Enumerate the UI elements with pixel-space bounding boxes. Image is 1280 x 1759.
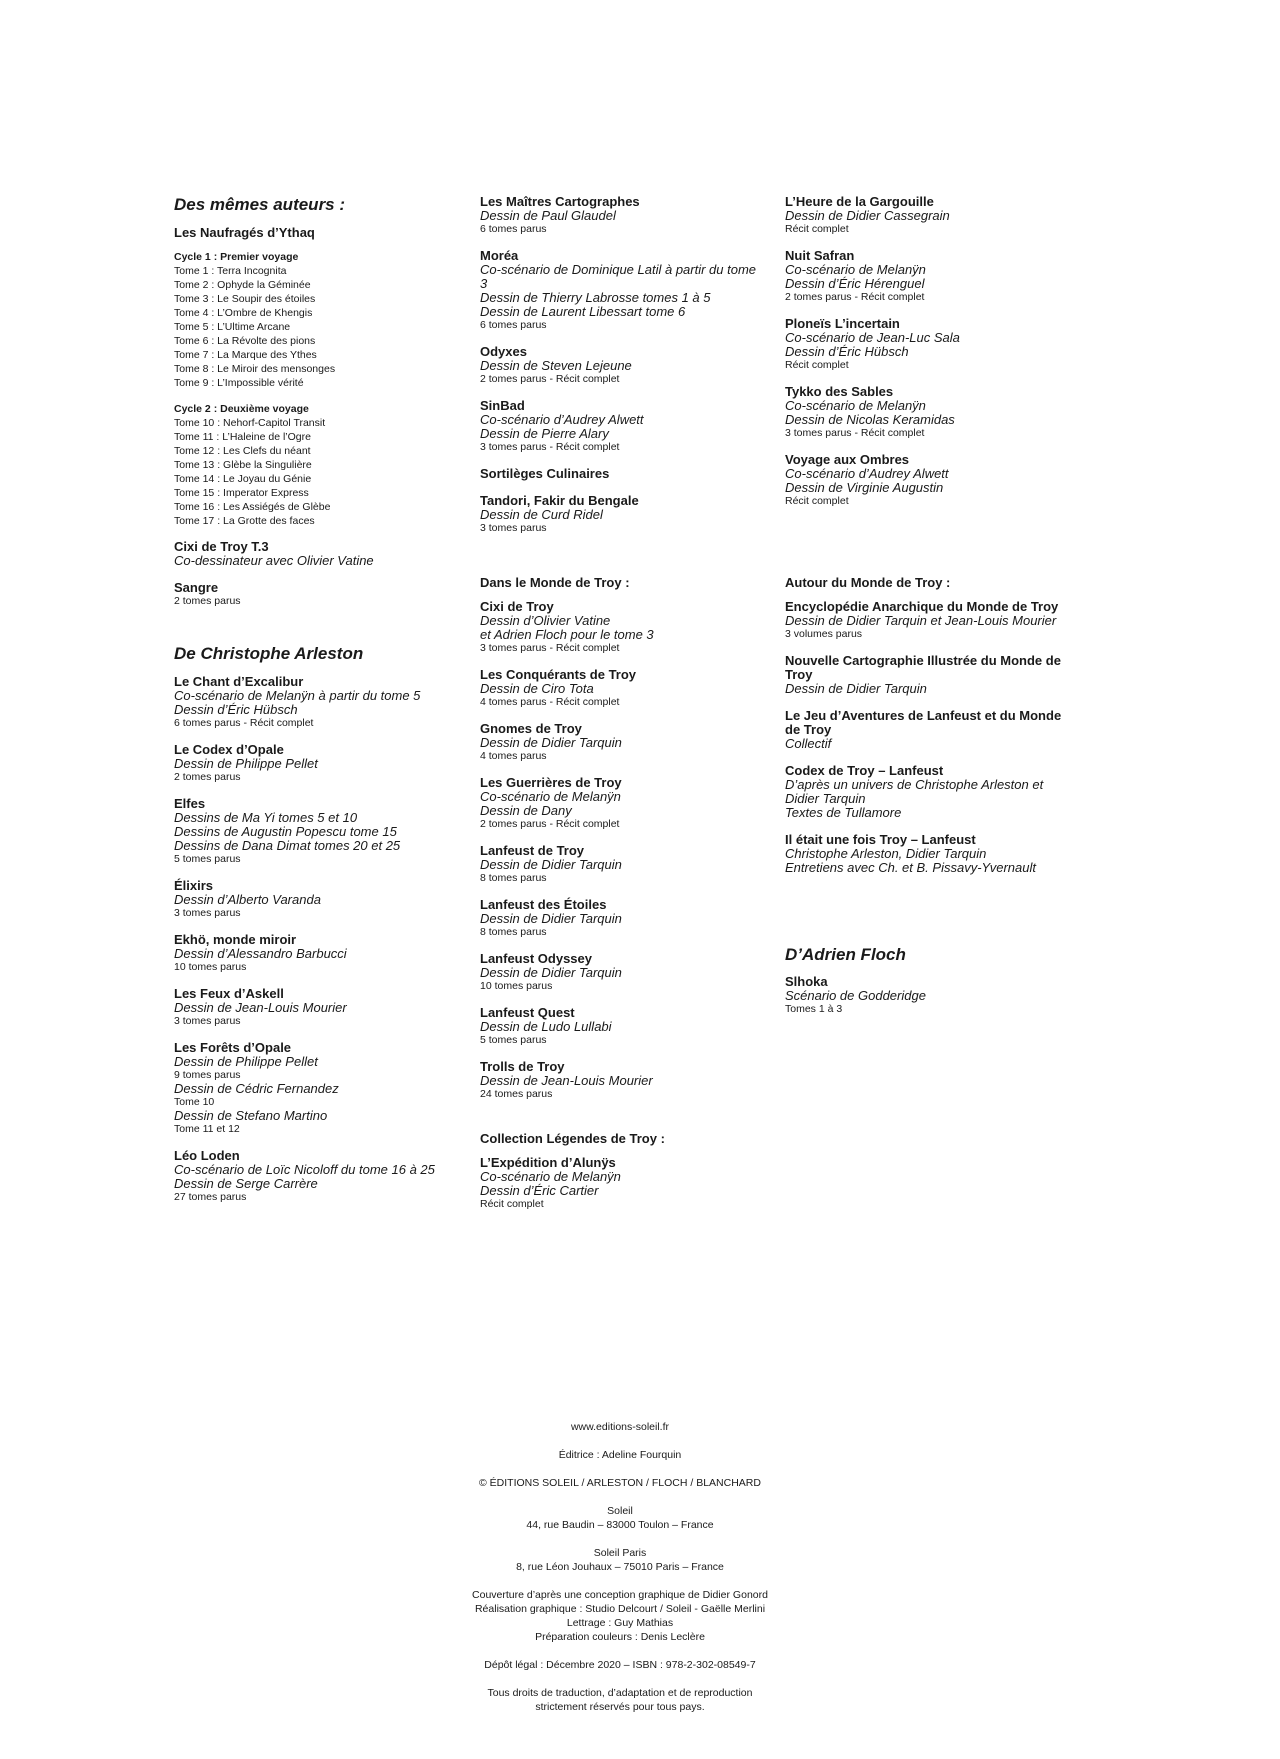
credit-line: Réalisation graphique : Studio Delcourt / Soleil - Gaëlle Merlini (474, 1603, 766, 1615)
publisher-address: 8, rue Léon Jouhaux – 75010 Paris – France (516, 1561, 724, 1573)
book-credit: Co-scénario de Loïc Nicoloff du tome 16 à 25 (174, 1161, 435, 1177)
book-status: 5 tomes parus (480, 1034, 547, 1046)
book-status: 4 tomes parus (480, 750, 547, 762)
book-credit: Dessin de Philippe Pellet (174, 755, 318, 771)
book-credit: Dessins de Augustin Popescu tome 15 (174, 823, 397, 839)
book-status: 3 tomes parus (174, 1014, 241, 1027)
book-credit: Dessin d’Alberto Varanda (174, 891, 321, 907)
volume-item: Tome 5 : L’Ultime Arcane (174, 321, 291, 334)
book-entry (480, 494, 760, 535)
book-entry (785, 833, 1065, 875)
book-title: Le Codex d’Opale (174, 741, 284, 757)
volume-list (174, 264, 454, 390)
book-status: 3 volumes parus (785, 628, 863, 640)
book-entry (785, 654, 1065, 696)
address-soleil (0, 1504, 1240, 1532)
book-status: 4 tomes parus - Récit complet (480, 696, 620, 708)
book-title: Ploneïs L’incertain (785, 316, 900, 331)
book-entry (174, 743, 454, 784)
book-credit: Dessin de Ciro Tota (480, 681, 594, 696)
credit-line: Couverture d’après une conception graphique de Didier Gonord (472, 1589, 768, 1601)
section-title-memes-auteurs: Des mêmes auteurs : (174, 195, 346, 214)
column-left (174, 195, 454, 1217)
book-title: Ekhö, monde miroir (174, 931, 297, 947)
book-status: 2 tomes parus - Récit complet (480, 373, 620, 385)
book-credit: Co-scénario d’Audrey Alwett (785, 466, 949, 481)
book-status: 3 tomes parus - Récit complet (480, 441, 620, 453)
book-credit: Dessin de Jean-Louis Mourier (480, 1073, 653, 1088)
book-credit: Dessins de Ma Yi tomes 5 et 10 (174, 809, 358, 825)
book-title: L’Expédition d’Alunÿs (480, 1155, 616, 1170)
book-credit: Dessin de Dany (480, 803, 572, 818)
book-title: Il était une fois Troy – Lanfeust (785, 832, 976, 847)
volume-item: Tome 16 : Les Assiégés de Glèbe (174, 501, 331, 514)
book-title: Sortilèges Culinaires (480, 466, 610, 481)
book-credit: Dessin de Jean-Louis Mourier (174, 999, 347, 1015)
book-credit: Dessin de Laurent Libessart tome 6 (480, 304, 686, 319)
heading-autour-monde-de-troy: Autour du Monde de Troy : (785, 575, 951, 590)
book-credit: Dessin d’Éric Hérenguel (785, 276, 925, 291)
book-title: Voyage aux Ombres (785, 452, 910, 467)
book-entry (480, 1060, 760, 1101)
book-credit: Dessin de Didier Cassegrain (785, 208, 950, 223)
entry-list (174, 675, 454, 1204)
book-status: 2 tomes parus (174, 595, 241, 608)
book-credit: Dessin de Virginie Augustin (785, 480, 944, 495)
book-credit: Dessin de Didier Tarquin (480, 735, 622, 750)
book-status: 6 tomes parus - Récit complet (174, 716, 314, 729)
book-title: Le Chant d’Excalibur (174, 673, 304, 689)
book-title: Élixirs (174, 877, 214, 893)
book-title: Elfes (174, 795, 206, 811)
book-credit: Co-scénario de Melanÿn (785, 262, 926, 277)
book-title: Cixi de Troy T.3 (174, 539, 269, 555)
book-credit: Dessin de Didier Tarquin (480, 857, 622, 872)
book-entry (174, 797, 454, 866)
book-credit: Dessins de Dana Dimat tomes 20 et 25 (174, 837, 401, 853)
book-title: Slhoka (785, 974, 828, 990)
entry-list (480, 195, 760, 535)
book-status: Récit complet (480, 1198, 544, 1210)
book-credit: Co-scénario de Dominique Latil à partir du tome 3 (480, 262, 757, 291)
book-credit: Dessin d’Éric Hübsch (785, 344, 909, 359)
book-title: Les Guerrières de Troy (480, 775, 622, 790)
book-status: 24 tomes parus (480, 1088, 553, 1100)
book-status: 5 tomes parus (174, 852, 241, 865)
entry-list (785, 975, 1065, 1016)
book-entry (480, 1156, 760, 1211)
publisher-name: Soleil (607, 1505, 633, 1517)
book-credit: Dessin de Didier Tarquin (785, 681, 927, 696)
volume-item: Tome 15 : Imperator Express (174, 487, 309, 500)
book-status: Récit complet (785, 359, 849, 371)
book-credit: Co-scénario de Melanÿn (785, 398, 926, 413)
website-link[interactable]: www.editions-soleil.fr (570, 1421, 670, 1433)
book-credit: Dessin de Ludo Lullabi (480, 1019, 612, 1034)
book-credit: Dessin de Serge Carrère (174, 1175, 318, 1191)
book-entry (480, 399, 760, 454)
book-credit: Dessin de Steven Lejeune (480, 358, 632, 373)
book-status: 10 tomes parus (480, 980, 553, 992)
book-credit: Dessin de Philippe Pellet (174, 1053, 318, 1069)
book-title: Les Forêts d’Opale (174, 1039, 292, 1055)
publisher-address: 44, rue Baudin – 83000 Toulon – France (526, 1519, 714, 1531)
book-entry (785, 975, 1065, 1016)
credit-line: Préparation couleurs : Denis Leclère (535, 1631, 705, 1643)
book-title: Lanfeust Odyssey (480, 951, 592, 966)
book-status: 10 tomes parus (174, 960, 247, 973)
book-entry (480, 249, 760, 332)
book-entry (174, 675, 454, 730)
book-credit: Dessin de Curd Ridel (480, 507, 603, 522)
publisher-name: Soleil Paris (593, 1547, 647, 1559)
section-title-adrien-floch: D’Adrien Floch (785, 945, 906, 964)
book-entry (785, 317, 1065, 372)
book-title: Les Maîtres Cartographes (480, 194, 640, 209)
book-entry (480, 467, 760, 481)
cycle-heading: Cycle 2 : Deuxième voyage (174, 403, 309, 416)
book-title: L’Heure de la Gargouille (785, 194, 934, 209)
book-status: 2 tomes parus (174, 770, 241, 783)
heading-legendes-de-troy: Collection Légendes de Troy : (480, 1131, 665, 1146)
book-entry (785, 453, 1065, 508)
book-status: 3 tomes parus - Récit complet (785, 427, 925, 439)
book-title: Les Feux d’Askell (174, 985, 284, 1001)
volume-item: Tome 12 : Les Clefs du néant (174, 445, 311, 458)
book-entry (480, 722, 760, 763)
volume-item: Tome 10 : Nehorf-Capitol Transit (174, 417, 326, 430)
book-status: 8 tomes parus (480, 872, 547, 884)
section-title-arleston: De Christophe Arleston (174, 644, 364, 664)
book-credit: Collectif (785, 736, 832, 751)
cycle-1 (174, 250, 454, 390)
book-entry (480, 952, 760, 993)
volume-list (174, 416, 454, 528)
volume-item: Tome 9 : L’Impossible vérité (174, 377, 304, 390)
book-title: Lanfeust des Étoiles (480, 897, 607, 912)
book-title: Codex de Troy – Lanfeust (785, 763, 944, 778)
volume-item: Tome 13 : Glèbe la Singulière (174, 459, 312, 472)
production-credits (0, 1588, 1240, 1644)
cycle-heading: Cycle 1 : Premier voyage (174, 251, 299, 264)
volume-item: Tome 7 : La Marque des Ythes (174, 349, 317, 362)
book-entry (480, 776, 760, 831)
book-credit: Textes de Tullamore (785, 805, 902, 820)
book-title: Odyxes (480, 344, 527, 359)
book-status: 6 tomes parus (480, 319, 547, 331)
book-status: 27 tomes parus (174, 1190, 247, 1203)
book-credit: Co-scénario de Melanÿn à partir du tome 5 (174, 687, 421, 703)
book-entry (174, 540, 454, 568)
book-status: 3 tomes parus (174, 906, 241, 919)
column-right (785, 195, 1065, 1029)
book-credit: Co-dessinateur avec Olivier Vatine (174, 553, 374, 569)
book-credit: Dessin de Paul Glaudel (480, 208, 616, 223)
book-title: Nuit Safran (785, 248, 855, 263)
book-status: Récit complet (785, 495, 849, 507)
book-credit: Dessin de Pierre Alary (480, 426, 609, 441)
volume-item: Tome 6 : La Révolte des pions (174, 335, 316, 348)
rights-notice (0, 1686, 1240, 1714)
book-title: SinBad (480, 398, 525, 413)
book-credit: Co-scénario de Jean-Luc Sala (785, 330, 960, 345)
volume-item: Tome 2 : Ophyde la Géminée (174, 279, 311, 292)
book-credit: Entretiens avec Ch. et B. Pissavy-Yvernault (785, 860, 1036, 875)
book-credit: Dessin de Stefano Martino (174, 1107, 328, 1123)
book-title: Nouvelle Cartographie Illustrée du Monde de Troy (785, 653, 1061, 682)
book-credit: et Adrien Floch pour le tome 3 (480, 627, 654, 642)
book-status: Récit complet (785, 223, 849, 235)
book-entry (785, 600, 1065, 641)
book-status: 8 tomes parus (480, 926, 547, 938)
book-credit: Dessin d’Alessandro Barbucci (174, 945, 347, 961)
book-title: Moréa (480, 248, 519, 263)
volume-item: Tome 17 : La Grotte des faces (174, 515, 315, 528)
book-entry (785, 764, 1065, 820)
book-title: Lanfeust de Troy (480, 843, 585, 858)
book-entry (785, 709, 1065, 751)
book-entry (174, 879, 454, 920)
volume-item: Tome 8 : Le Miroir des mensonges (174, 363, 336, 376)
book-title: Léo Loden (174, 1147, 240, 1163)
book-status: 3 tomes parus (480, 522, 547, 534)
book-credit: D’après un univers de Christophe Arleston et Didier Tarquin (785, 777, 1044, 806)
book-title: Trolls de Troy (480, 1059, 565, 1074)
book-credit: Dessin de Didier Tarquin et Jean-Louis Mourier (785, 613, 1057, 628)
book-status: Tome 11 et 12 (174, 1122, 240, 1135)
book-entry (480, 195, 760, 236)
book-status: 2 tomes parus - Récit complet (480, 818, 620, 830)
book-title: Cixi de Troy (480, 599, 554, 614)
book-entry (785, 385, 1065, 440)
column-middle (480, 195, 760, 1224)
editrice: Éditrice : Adeline Fourquin (558, 1449, 682, 1461)
book-entry (174, 933, 454, 974)
book-credit: Dessin de Cédric Fernandez (174, 1080, 339, 1096)
book-status: Tomes 1 à 3 (785, 1003, 843, 1016)
credit-line: Lettrage : Guy Mathias (566, 1617, 674, 1629)
book-title: Les Conquérants de Troy (480, 667, 637, 682)
volume-item: Tome 3 : Le Soupir des étoiles (174, 293, 316, 306)
volume-item: Tome 14 : Le Joyau du Génie (174, 473, 312, 486)
book-entry (785, 195, 1065, 236)
book-title: Tandori, Fakir du Bengale (480, 493, 639, 508)
colophon (0, 1420, 1240, 1728)
book-credit: Dessin de Nicolas Keramidas (785, 412, 955, 427)
entry-list (480, 1156, 760, 1211)
book-title: Lanfeust Quest (480, 1005, 575, 1020)
copyright: © ÉDITIONS SOLEIL / ARLESTON / FLOCH / BLANCHARD (479, 1477, 761, 1489)
entry-list (174, 540, 454, 608)
book-credit: Dessin de Thierry Labrosse tomes 1 à 5 (480, 290, 711, 305)
book-credit: Co-scénario de Melanÿn (480, 1169, 621, 1184)
book-credit: Dessin d’Olivier Vatine (480, 613, 611, 628)
book-title: Le Jeu d’Aventures de Lanfeust et du Monde de Troy (785, 708, 1062, 737)
rights-line: Tous droits de traduction, d’adaptation et de reproduction (487, 1687, 753, 1699)
book-credit: Dessin d’Éric Hübsch (174, 701, 298, 717)
book-credit: Dessin de Didier Tarquin (480, 911, 622, 926)
book-title: Gnomes de Troy (480, 721, 582, 736)
book-entry (174, 1149, 454, 1204)
book-title: Tykko des Sables (785, 384, 894, 399)
book-status: 6 tomes parus (480, 223, 547, 235)
entry-list (785, 195, 1065, 508)
book-entry (785, 249, 1065, 304)
volume-item: Tome 4 : L’Ombre de Khengis (174, 307, 313, 320)
book-entry (174, 987, 454, 1028)
book-credit: Co-scénario d’Audrey Alwett (480, 412, 644, 427)
book-entry (480, 345, 760, 386)
book-entry (480, 898, 760, 939)
book-status: Tome 10 (174, 1095, 215, 1108)
book-status: 3 tomes parus - Récit complet (480, 642, 620, 654)
cycle-2 (174, 402, 454, 528)
book-entry (174, 1041, 454, 1136)
book-entry (480, 668, 760, 709)
volume-item: Tome 11 : L’Haleine de l’Ogre (174, 431, 311, 444)
book-entry (480, 600, 760, 655)
book-title: Encyclopédie Anarchique du Monde de Troy (785, 599, 1059, 614)
book-entry (480, 844, 760, 885)
volume-item: Tome 1 : Terra Incognita (174, 265, 287, 278)
book-credit: Scénario de Godderidge (785, 988, 926, 1004)
series-title-naufrages: Les Naufragés d’Ythaq (174, 225, 315, 241)
book-credit: Dessin d’Éric Cartier (480, 1183, 599, 1198)
book-entry (174, 581, 454, 608)
address-soleil-paris (0, 1546, 1240, 1574)
book-credit: Christophe Arleston, Didier Tarquin (785, 846, 987, 861)
entry-list (480, 600, 760, 1101)
book-credit: Co-scénario de Melanÿn (480, 789, 621, 804)
book-status: 2 tomes parus - Récit complet (785, 291, 925, 303)
heading-monde-de-troy: Dans le Monde de Troy : (480, 575, 630, 590)
book-status: 9 tomes parus (174, 1068, 241, 1081)
book-title: Sangre (174, 580, 219, 596)
entry-list (785, 600, 1065, 875)
book-entry (480, 1006, 760, 1047)
depot-legal: Dépôt légal : Décembre 2020 – ISBN : 978-2-302-08549-7 (484, 1659, 756, 1671)
book-credit: Dessin de Didier Tarquin (480, 965, 622, 980)
rights-line: strictement réservés pour tous pays. (535, 1701, 705, 1713)
